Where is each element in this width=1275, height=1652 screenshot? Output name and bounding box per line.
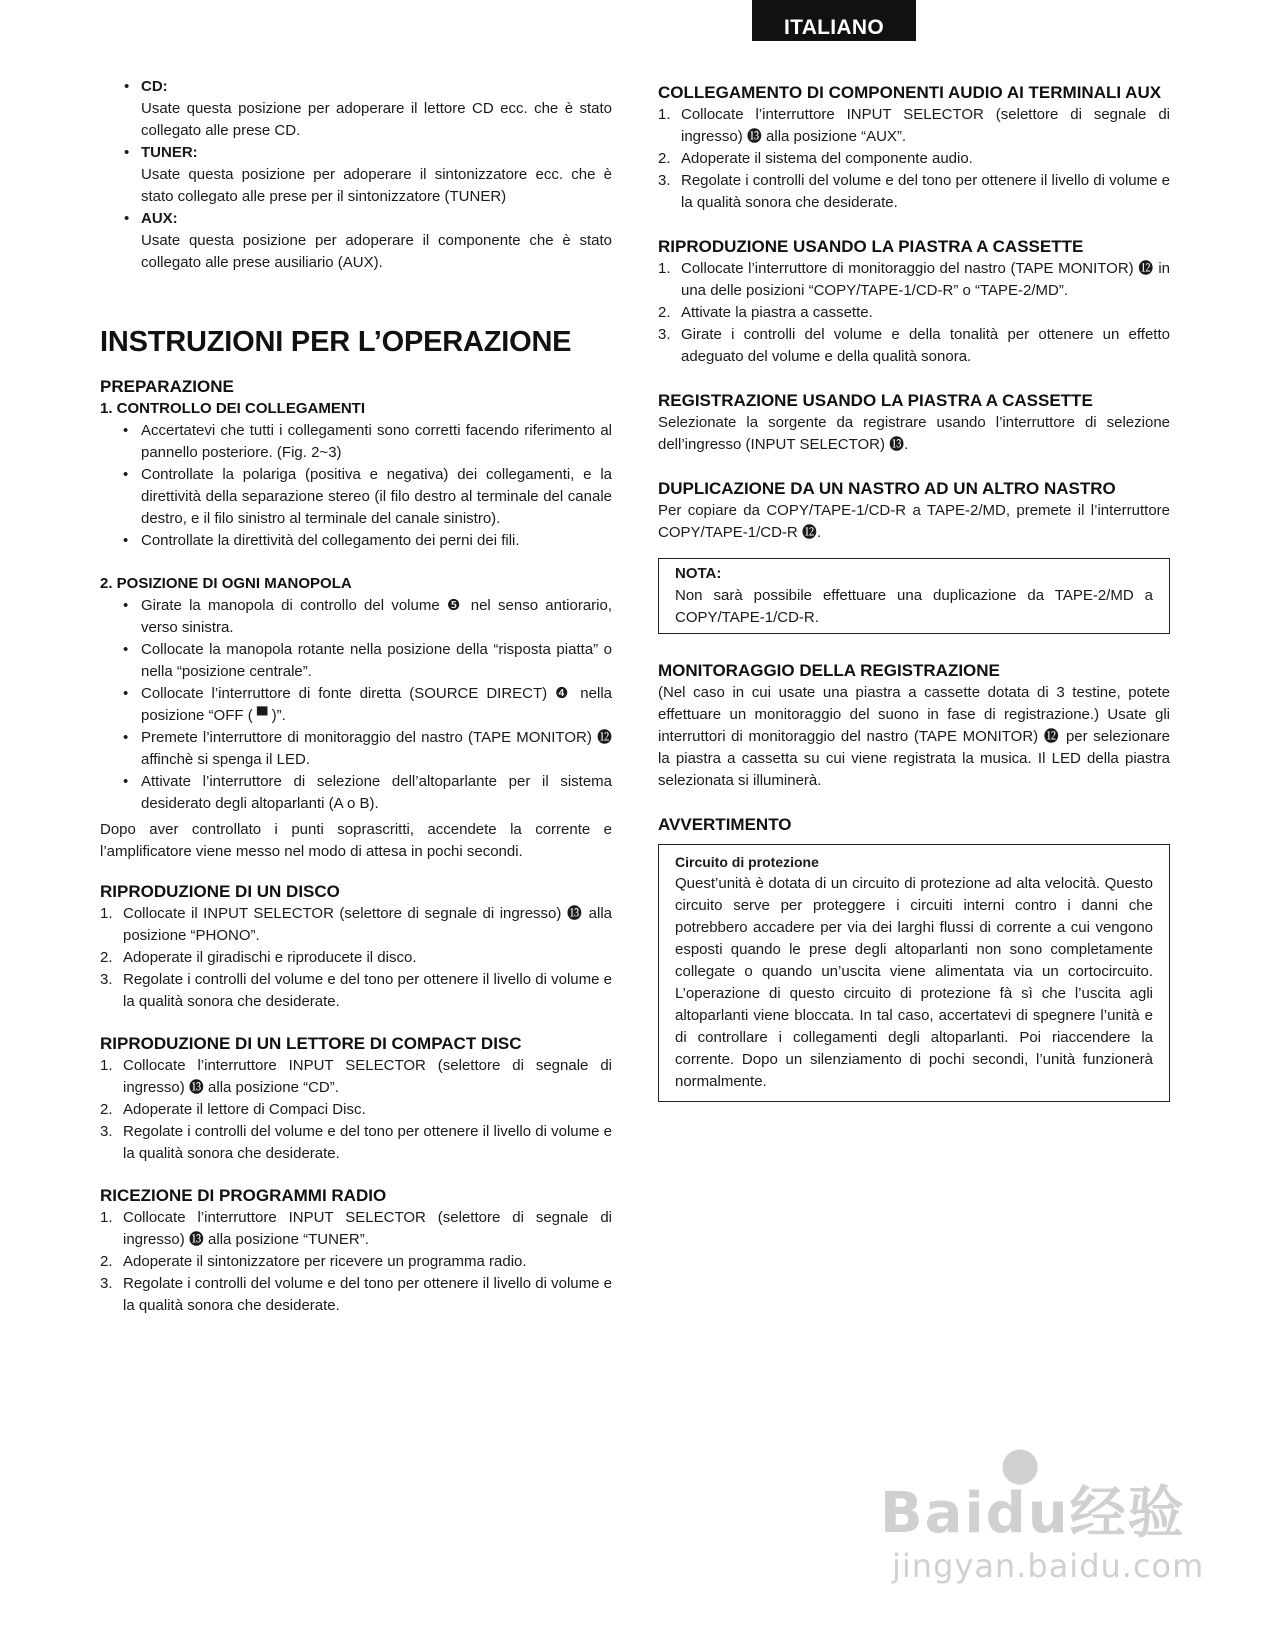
section-title-monitor: MONITORAGGIO DELLA REGISTRAZIONE [658,661,1000,680]
watermark-url: jingyan.baidu.com [892,1547,1205,1585]
left-column [100,76,612,1317]
language-tab: ITALIANO [752,0,916,41]
cd-steps [100,1055,612,1165]
main-title: INSTRUZIONI PER L’OPERAZIONE [100,326,572,358]
collegamenti-list [100,420,612,552]
section-title-warning: AVVERTIMENTO [658,815,792,834]
subsection-title-manopola: 2. POSIZIONE DI OGNI MANOPOLA [100,575,352,592]
step-item: 2. Attivate la piastra a cassette. [658,304,873,321]
watermark-brand: Baidu经验 [880,1481,1186,1546]
step-item: 3. Regolate i controlli del volume e del tono per ottenere il livello di volume e la qualità sonora che desiderate. [100,1123,612,1162]
step-item: 2. Adoperate il sintonizzatore per ricevere un programma radio. [100,1253,527,1270]
source-text: Usate questa posizione per adoperare il sintonizzatore ecc. che è stato collegato alle prese per il sintonizzatore (TUNER) [141,166,612,205]
step-item: 1. Collocate l’interruttore di monitoraggio del nastro (TAPE MONITOR) ⓬ in una delle posizioni “COPY/TAPE-1/CD-R” o “TAPE-2/MD”. [658,260,1170,299]
radio-steps [100,1207,612,1317]
list-item: • Collocate la manopola rotante nella posizione della “risposta piatta” o nella “posizione centrale”. [100,639,612,683]
section-title-cassette-play: RIPRODUZIONE USANDO LA PIASTRA A CASSETTE [658,237,1084,256]
step-item: 2. Adoperate il lettore di Compaci Disc. [100,1101,366,1118]
section-title-radio: RICEZIONE DI PROGRAMMI RADIO [100,1186,387,1205]
paw-icon: ● [1000,1436,1041,1490]
note-box [658,558,1170,634]
source-item [100,76,612,142]
protection-text: Quest’unità è dotata di un circuito di protezione ad alta velocità. Questo circuito serve per proteggere i circuiti interni contro i danni che potrebbero accadere per via dei larghi flussi di corrente a cui vengono esposti quando le prese degli altoparlanti non sono completamente collegate o quando un’uscita viene alimentata via un cortocircuito. L’operazione di questo circuito di protezione fà sì che l’uscita agli altoparlanti viene bloccata. In tal caso, accertatevi di spegnere l’unità e di controllare i collegamenti degli altoparlanti. Poi riaccendere la corrente. Dopo un silenziamento di pochi secondi, l’unità funzionerà normalmente. [675,875,1153,1090]
step-item: 1. Collocate l’interruttore INPUT SELECTOR (selettore di segnale di ingresso) ⓭ alla posizione “TUNER”. [100,1209,612,1248]
step-item: 3. Regolate i controlli del volume e del tono per ottenere il livello di volume e la qualità sonora che desiderate. [100,1275,612,1314]
section-title-disco: RIPRODUZIONE DI UN DISCO [100,882,340,901]
cassette-rec-text: Selezionate la sorgente da registrare usando l’interruttore di selezione dell’ingresso (INPUT SELECTOR) ⓭. [658,414,1170,453]
step-item: 1. Collocate il INPUT SELECTOR (selettore di segnale di ingresso) ⓭ alla posizione “PHONO”. [100,905,612,944]
aux-steps [658,104,1170,214]
list-item: • Collocate l’interruttore di fonte diretta (SOURCE DIRECT) ❹ nella posizione “OFF ( ▀ )”. [100,683,612,727]
step-item: 2. Adoperate il sistema del componente audio. [658,150,973,167]
right-column [658,82,1170,1102]
dub-text: Per copiare da COPY/TAPE-1/CD-R a TAPE-2/MD, premete il l’interruttore COPY/TAPE-1/CD-R ⓬. [658,502,1170,541]
step-item: 3. Regolate i controlli del volume e del tono per ottenere il livello di volume e la qualità sonora che desiderate. [100,971,612,1010]
note-text: Non sarà possibile effettuare una duplicazione da TAPE-2/MD a COPY/TAPE-1/CD-R. [675,587,1153,626]
list-item: • Premete l’interruttore di monitoraggio del nastro (TAPE MONITOR) ⓬ affinchè si spenga il LED. [100,727,612,771]
source-label: • CD: [141,78,168,95]
source-label: • AUX: [141,210,178,227]
disco-steps [100,903,612,1013]
source-text: Usate questa posizione per adoperare il lettore CD ecc. che è stato collegato alle prese CD. [141,100,612,139]
input-source-list [100,76,612,274]
list-item: • Controllate la polariga (positiva e negativa) dei collegamenti, e la direttività della separazione stereo (il filo destro al terminale del canale destro, e il filo sinistro al terminale del canale sinistro). [100,464,612,530]
source-item [100,142,612,208]
subsection-title-collegamenti: 1. CONTROLLO DEI COLLEGAMENTI [100,400,365,417]
section-title-preparazione: PREPARAZIONE [100,377,234,396]
list-item: • Attivate l’interruttore di selezione dell’altoparlante per il sistema desiderato degli altoparlanti (A o B). [100,771,612,815]
section-title-compact-disc: RIPRODUZIONE DI UN LETTORE DI COMPACT DISC [100,1034,522,1053]
list-item: • Accertatevi che tutti i collegamenti sono corretti facendo riferimento al pannello posteriore. (Fig. 2~3) [100,420,612,464]
section-title-dub: DUPLICAZIONE DA UN NASTRO AD UN ALTRO NASTRO [658,479,1116,498]
step-item: 1. Collocate l’interruttore INPUT SELECTOR (selettore di segnale di ingresso) ⓭ alla posizione “CD”. [100,1057,612,1096]
list-item: • Controllate la direttività del collegamento dei perni dei fili. [100,530,612,552]
monitor-text: (Nel caso in cui usate una piastra a cassette dotata di 3 testine, potete effettuare un monitoraggio del suono in fase di registrazione.) Usate gli interruttori di monitoraggio del nastro (TAPE MONITOR) ⓬ per selezionare la piastra a cassetta su cui viene registrata la musica. Il LED della piastra selezionata si illuminerà. [658,684,1170,789]
protection-box [658,844,1170,1102]
list-item: • Girate la manopola di controllo del volume ❺ nel senso antiorario, verso sinistra. [100,595,612,639]
manopola-list [100,595,612,815]
note-title: NOTA: [675,565,722,582]
source-text: Usate questa posizione per adoperare il componente che è stato collegato alle prese ausiliario (AUX). [141,232,612,271]
section-title-cassette-rec: REGISTRAZIONE USANDO LA PIASTRA A CASSETTE [658,391,1093,410]
preparation-note: Dopo aver controllato i punti soprascritti, accendete la corrente e l’amplificatore viene messo nel modo di attesa in pochi secondi. [100,821,612,860]
step-item: 1. Collocate l’interruttore INPUT SELECTOR (selettore di segnale di ingresso) ⓭ alla posizione “AUX”. [658,106,1170,145]
step-item: 3. Regolate i controlli del volume e del tono per ottenere il livello di volume e la qualità sonora che desiderate. [658,172,1170,211]
section-title-aux: COLLEGAMENTO DI COMPONENTI AUDIO AI TERMINALI AUX [658,83,1162,102]
baidu-watermark [880,1436,1210,1590]
protection-title: Circuito di protezione [675,854,819,870]
cassette-play-steps [658,258,1170,368]
source-item [100,208,612,274]
step-item: 3. Girate i controlli del volume e della tonalità per ottenere un effetto adeguato del volume e della qualità sonora. [658,326,1170,365]
step-item: 2. Adoperate il giradischi e riproducete il disco. [100,949,417,966]
source-label: • TUNER: [141,144,198,161]
